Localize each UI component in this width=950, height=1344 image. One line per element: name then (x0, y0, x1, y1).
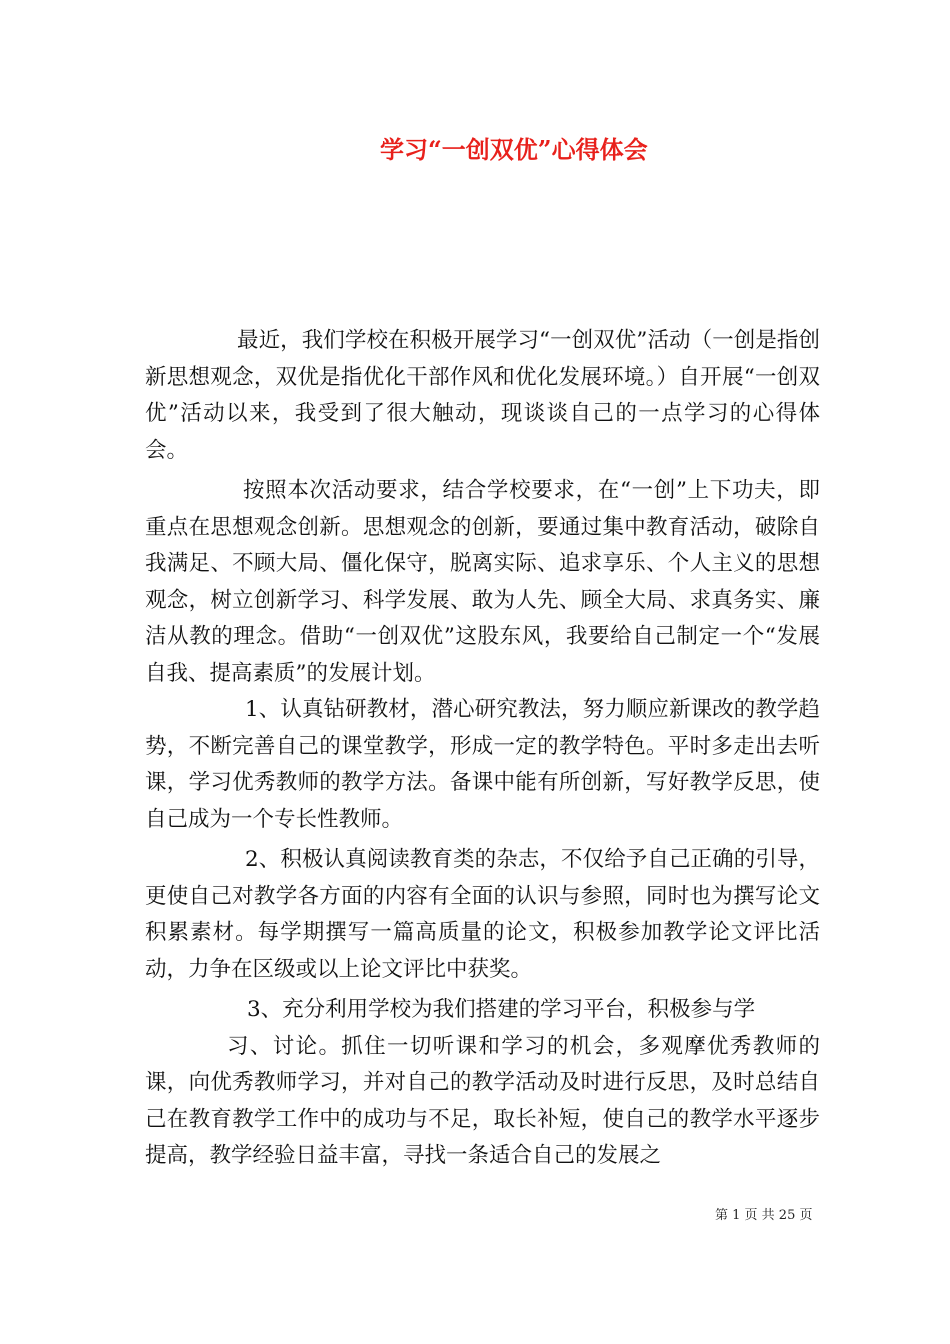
paragraph-item-2: 2、积极认真阅读教育类的杂志，不仅给予自己正确的引导，更使自己对教学各方面的内容有全面的认识与参照，同时也为撰写论文积累素材。每学期撰写一篇高质量的论文，积极参加教学论文评比活动，力争在区级或以上论文评比中获奖。 (145, 847, 820, 982)
paragraph-item-3-continued: 习、讨论。抓住一切听课和学习的机会，多观摩优秀教师的课，向优秀教师学习，并对自己的教学活动及时进行反思，及时总结自己在教育教学工作中的成功与不足，取长补短，使自己的教学水平逐步提高，教学经验日益丰富，寻找一条适合自己的发展之 (145, 1033, 820, 1168)
document-title: 学习“一创双优”心得体会 (380, 135, 648, 164)
paragraph-requirements: 按照本次活动要求，结合学校要求，在“一创”上下功夫，即重点在思想观念创新。思想观念的创新，要通过集中教育活动，破除自我满足、不顾大局、僵化保守，脱离实际、追求享乐、个人主义的思想观念，树立创新学习、科学发展、敢为人先、顾全大局、求真务实、廉洁从教的理念。借助“一创双优”这股东风，我要给自己制定一个“发展自我、提高素质”的发展计划。 (145, 478, 820, 686)
document-body (145, 323, 820, 1175)
page-number: 第 1 页 共 25 页 (715, 1208, 813, 1223)
paragraph-item-3-head: 3、充分利用学校为我们搭建的学习平台，积极参与学 (247, 997, 756, 1022)
paragraph-intro: 最近，我们学校在积极开展学习“一创双优”活动（一创是指创新思想观念，双优是指优化干部作风和优化发展环境。）自开展“一创双优”活动以来，我受到了很大触动，现谈谈自己的一点学习的心得体会。 (145, 328, 820, 463)
paragraph-item-1: 1、认真钻研教材，潜心研究教法，努力顺应新课改的教学趋势，不断完善自己的课堂教学，形成一定的教学特色。平时多走出去听课，学习优秀教师的教学方法。备课中能有所创新，写好教学反思，使自己成为一个专长性教师。 (145, 697, 820, 832)
